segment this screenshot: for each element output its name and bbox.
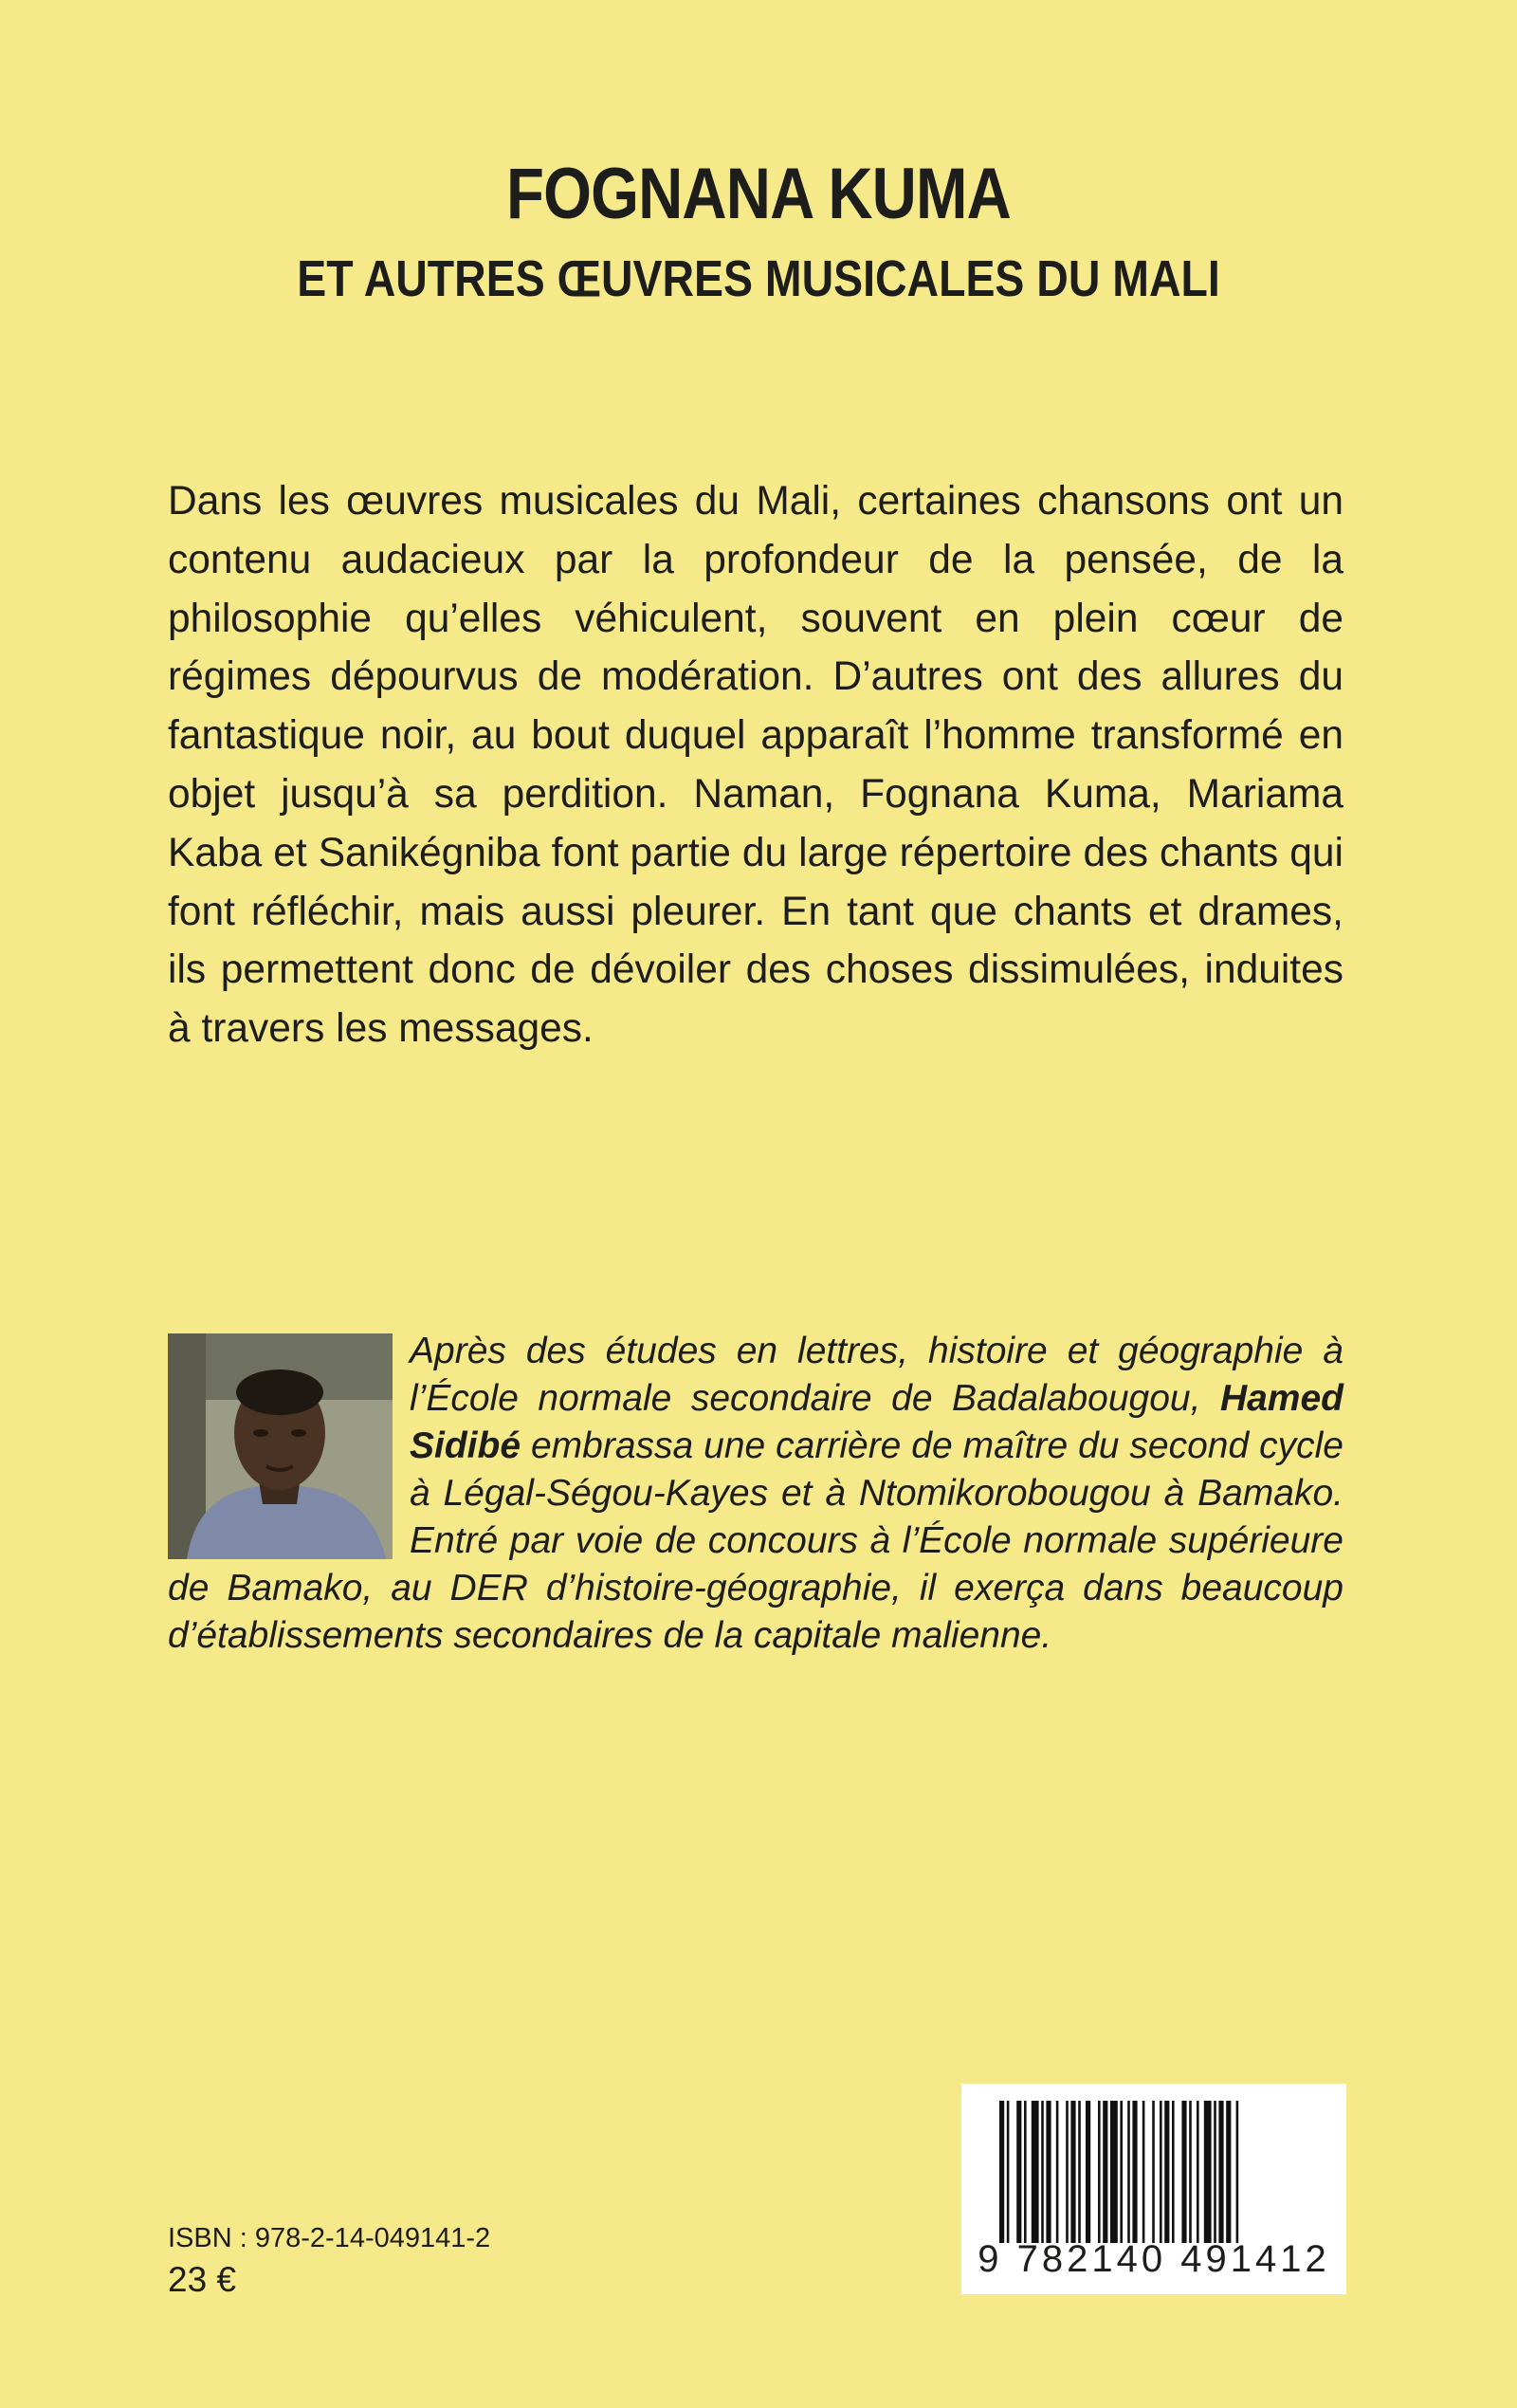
isbn-label: ISBN : 978-2-14-049141-2 (168, 2223, 491, 2253)
barcode-bar (1164, 2101, 1169, 2243)
author-portrait-icon (168, 1333, 393, 1559)
barcode-bar (1032, 2101, 1039, 2243)
barcode-bar (1024, 2101, 1027, 2243)
barcode-bar (1172, 2101, 1175, 2243)
barcode-bar (1056, 2101, 1059, 2243)
bio-text-after: embrassa une carrière de maître du second cycle à Légal-Ségou-Kayes et à Ntomikorobougou à Bamako. Entré par voie de concours à l’École normale supérieure de Bamako, au DER d’histoire-géographie, il exerça dans beaucoup d’établissements secondaires de la capitale malienne. (168, 1425, 1343, 1656)
barcode-bar (1142, 2101, 1145, 2243)
author-photo (168, 1333, 393, 1559)
barcode-bar (1204, 2101, 1212, 2243)
barcode-bar (1070, 2101, 1075, 2243)
barcode-bar (1078, 2101, 1081, 2243)
barcode-bar (1218, 2101, 1223, 2243)
book-subtitle: ET AUTRES ŒUVRES MUSICALES DU MALI (297, 250, 1220, 307)
barcode-digits: 9 782140 491412 (978, 2238, 1330, 2280)
book-title: FOGNANA KUMA (506, 154, 1011, 234)
price-label: 23 € (168, 2260, 237, 2299)
author-bio-block (168, 1328, 1343, 1660)
barcode-bar (1160, 2101, 1162, 2243)
barcode-bar (1103, 2101, 1107, 2243)
barcode-bar (1086, 2101, 1090, 2243)
barcode-bar (1181, 2101, 1186, 2243)
barcode-bar (1046, 2101, 1051, 2243)
barcode-bar (1098, 2101, 1101, 2243)
book-blurb: Dans les œuvres musicales du Mali, certaines chansons ont un contenu audacieux par la profondeur de la pensée, de la philosophie qu’elles véhiculent, souvent en plein cœur de régimes dépourvus de modération. D’autres ont des allures du fantastique noir, au bout duquel apparaît l’homme transformé en objet jusqu’à sa perdition. Naman, Fognana Kuma, Mariama Kaba et Sanikégniba font partie du large répertoire des chants qui font réfléchir, mais aussi pleurer. En tant que chants et drames, ils permettent donc de dévoiler des choses dissimulées, induites à travers les messages. (168, 479, 1343, 1052)
barcode-bar (999, 2101, 1004, 2243)
barcode-bar (1041, 2101, 1044, 2243)
barcode-bar (1127, 2101, 1130, 2243)
barcode-bar (1016, 2101, 1021, 2243)
bio-text-before: Après des études en lettres, histoire et géographie à l’École normale secondaire de Badalabougou, (410, 1331, 1343, 1419)
barcode-bar (1152, 2101, 1155, 2243)
barcode-icon (999, 2101, 1308, 2243)
barcode-bar (1066, 2101, 1069, 2243)
barcode-bar (1197, 2101, 1199, 2243)
barcode-bar (1007, 2101, 1010, 2243)
barcode-box (961, 2084, 1346, 2294)
barcode-bar (1110, 2101, 1118, 2243)
barcode-bar (1120, 2101, 1123, 2243)
barcode-bar (1226, 2101, 1231, 2243)
barcode-bar (1132, 2101, 1137, 2243)
barcode-bar (1236, 2101, 1239, 2243)
author-name: Hamed Sidibé (410, 1378, 1343, 1466)
barcode-bar (1189, 2101, 1192, 2243)
barcode-bar (1214, 2101, 1216, 2243)
